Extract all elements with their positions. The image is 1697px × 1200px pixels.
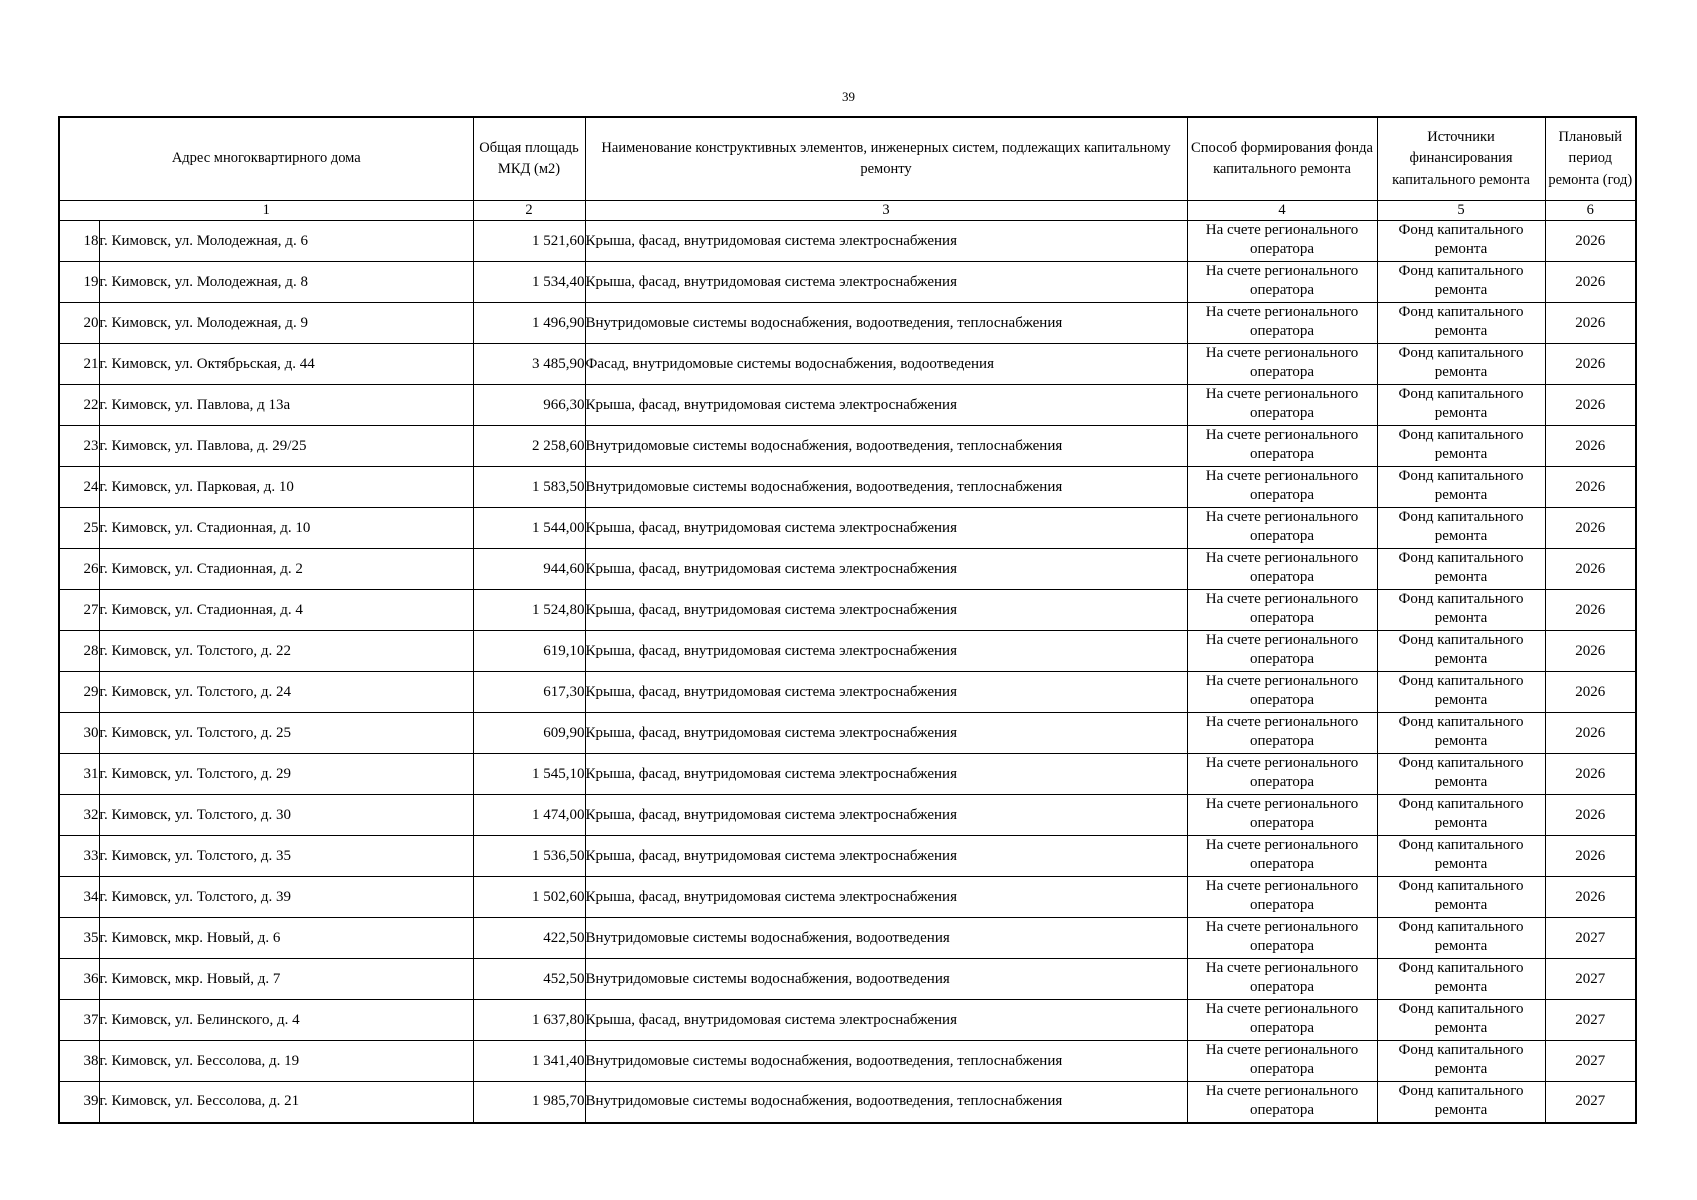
- source-cell: Фонд капитального ремонта: [1377, 877, 1545, 918]
- header-address: Адрес многоквартирного дома: [59, 117, 473, 201]
- elements-cell: Внутридомовые системы водоснабжения, водоотведения: [585, 918, 1187, 959]
- source-cell: Фонд капитального ремонта: [1377, 1000, 1545, 1041]
- address-cell: г. Кимовск, ул. Молодежная, д. 8: [99, 262, 473, 303]
- area-cell: 1 496,90: [473, 303, 585, 344]
- source-cell: Фонд капитального ремонта: [1377, 590, 1545, 631]
- area-cell: 1 521,60: [473, 221, 585, 262]
- address-cell: г. Кимовск, ул. Толстого, д. 30: [99, 795, 473, 836]
- address-cell: г. Кимовск, ул. Павлова, д 13а: [99, 385, 473, 426]
- year-cell: 2026: [1545, 221, 1636, 262]
- method-cell: На счете регионального оператора: [1187, 508, 1377, 549]
- row-number: 23: [59, 426, 99, 467]
- table-row: [59, 754, 1636, 795]
- elements-cell: Крыша, фасад, внутридомовая система электроснабжения: [585, 836, 1187, 877]
- row-number: 37: [59, 1000, 99, 1041]
- source-cell: Фонд капитального ремонта: [1377, 385, 1545, 426]
- elements-cell: Крыша, фасад, внутридомовая система электроснабжения: [585, 877, 1187, 918]
- method-cell: На счете регионального оператора: [1187, 426, 1377, 467]
- year-cell: 2026: [1545, 590, 1636, 631]
- area-cell: 422,50: [473, 918, 585, 959]
- row-number: 34: [59, 877, 99, 918]
- table-row: [59, 426, 1636, 467]
- source-cell: Фонд капитального ремонта: [1377, 262, 1545, 303]
- area-cell: 619,10: [473, 631, 585, 672]
- table-row: [59, 344, 1636, 385]
- row-number: 26: [59, 549, 99, 590]
- header-row: [59, 117, 1636, 201]
- method-cell: На счете регионального оператора: [1187, 1000, 1377, 1041]
- table-row: [59, 385, 1636, 426]
- address-cell: г. Кимовск, ул. Парковая, д. 10: [99, 467, 473, 508]
- address-cell: г. Кимовск, ул. Октябрьская, д. 44: [99, 344, 473, 385]
- source-cell: Фонд капитального ремонта: [1377, 426, 1545, 467]
- source-cell: Фонд капитального ремонта: [1377, 713, 1545, 754]
- elements-cell: Фасад, внутридомовые системы водоснабжения, водоотведения: [585, 344, 1187, 385]
- table-row: [59, 221, 1636, 262]
- row-number: 31: [59, 754, 99, 795]
- method-cell: На счете регионального оператора: [1187, 754, 1377, 795]
- area-cell: 1 502,60: [473, 877, 585, 918]
- address-cell: г. Кимовск, ул. Бессолова, д. 19: [99, 1041, 473, 1082]
- elements-cell: Крыша, фасад, внутридомовая система электроснабжения: [585, 795, 1187, 836]
- year-cell: 2026: [1545, 713, 1636, 754]
- row-number: 25: [59, 508, 99, 549]
- area-cell: 609,90: [473, 713, 585, 754]
- address-cell: г. Кимовск, ул. Бессолова, д. 21: [99, 1082, 473, 1123]
- year-cell: 2026: [1545, 508, 1636, 549]
- year-cell: 2026: [1545, 549, 1636, 590]
- table-row: [59, 836, 1636, 877]
- row-number: 33: [59, 836, 99, 877]
- elements-cell: Крыша, фасад, внутридомовая система электроснабжения: [585, 590, 1187, 631]
- header-area: Общая площадь МКД (м2): [473, 117, 585, 201]
- table-row: [59, 1000, 1636, 1041]
- row-number: 35: [59, 918, 99, 959]
- method-cell: На счете регионального оператора: [1187, 836, 1377, 877]
- elements-cell: Крыша, фасад, внутридомовая система электроснабжения: [585, 672, 1187, 713]
- source-cell: Фонд капитального ремонта: [1377, 344, 1545, 385]
- row-number: 28: [59, 631, 99, 672]
- elements-cell: Крыша, фасад, внутридомовая система электроснабжения: [585, 262, 1187, 303]
- table-row: [59, 877, 1636, 918]
- method-cell: На счете регионального оператора: [1187, 590, 1377, 631]
- method-cell: На счете регионального оператора: [1187, 262, 1377, 303]
- year-cell: 2027: [1545, 1082, 1636, 1123]
- source-cell: Фонд капитального ремонта: [1377, 467, 1545, 508]
- year-cell: 2026: [1545, 631, 1636, 672]
- method-cell: На счете регионального оператора: [1187, 672, 1377, 713]
- table-row: [59, 1041, 1636, 1082]
- row-number: 39: [59, 1082, 99, 1123]
- area-cell: 1 536,50: [473, 836, 585, 877]
- address-cell: г. Кимовск, мкр. Новый, д. 6: [99, 918, 473, 959]
- area-cell: 1 637,80: [473, 1000, 585, 1041]
- header-source: Источники финансирования капитального ремонта: [1377, 117, 1545, 201]
- area-cell: 1 341,40: [473, 1041, 585, 1082]
- year-cell: 2027: [1545, 918, 1636, 959]
- source-cell: Фонд капитального ремонта: [1377, 918, 1545, 959]
- address-cell: г. Кимовск, ул. Стадионная, д. 4: [99, 590, 473, 631]
- area-cell: 1 583,50: [473, 467, 585, 508]
- source-cell: Фонд капитального ремонта: [1377, 836, 1545, 877]
- elements-cell: Крыша, фасад, внутридомовая система электроснабжения: [585, 631, 1187, 672]
- elements-cell: Крыша, фасад, внутридомовая система электроснабжения: [585, 221, 1187, 262]
- area-cell: 1 524,80: [473, 590, 585, 631]
- area-cell: 1 544,00: [473, 508, 585, 549]
- column-number: 6: [1545, 201, 1636, 221]
- source-cell: Фонд капитального ремонта: [1377, 1082, 1545, 1123]
- source-cell: Фонд капитального ремонта: [1377, 672, 1545, 713]
- header-method: Способ формирования фонда капитального ремонта: [1187, 117, 1377, 201]
- method-cell: На счете регионального оператора: [1187, 549, 1377, 590]
- elements-cell: Крыша, фасад, внутридомовая система электроснабжения: [585, 549, 1187, 590]
- table-row: [59, 508, 1636, 549]
- column-number: 5: [1377, 201, 1545, 221]
- table-body: [59, 221, 1636, 1123]
- area-cell: 966,30: [473, 385, 585, 426]
- column-number-row: [59, 201, 1636, 221]
- source-cell: Фонд капитального ремонта: [1377, 795, 1545, 836]
- page-number: 39: [842, 89, 855, 104]
- elements-cell: Внутридомовые системы водоснабжения, водоотведения: [585, 959, 1187, 1000]
- table-row: [59, 631, 1636, 672]
- table-row: [59, 795, 1636, 836]
- area-cell: 1 534,40: [473, 262, 585, 303]
- year-cell: 2026: [1545, 467, 1636, 508]
- source-cell: Фонд капитального ремонта: [1377, 754, 1545, 795]
- column-number: 1: [59, 201, 473, 221]
- year-cell: 2026: [1545, 877, 1636, 918]
- table-row: [59, 549, 1636, 590]
- method-cell: На счете регионального оператора: [1187, 918, 1377, 959]
- address-cell: г. Кимовск, ул. Толстого, д. 22: [99, 631, 473, 672]
- table-row: [59, 959, 1636, 1000]
- address-cell: г. Кимовск, ул. Павлова, д. 29/25: [99, 426, 473, 467]
- elements-cell: Внутридомовые системы водоснабжения, водоотведения, теплоснабжения: [585, 1041, 1187, 1082]
- source-cell: Фонд капитального ремонта: [1377, 631, 1545, 672]
- method-cell: На счете регионального оператора: [1187, 1041, 1377, 1082]
- row-number: 24: [59, 467, 99, 508]
- area-cell: 1 985,70: [473, 1082, 585, 1123]
- row-number: 36: [59, 959, 99, 1000]
- row-number: 29: [59, 672, 99, 713]
- area-cell: 3 485,90: [473, 344, 585, 385]
- year-cell: 2026: [1545, 303, 1636, 344]
- year-cell: 2027: [1545, 1041, 1636, 1082]
- area-cell: 944,60: [473, 549, 585, 590]
- year-cell: 2026: [1545, 344, 1636, 385]
- method-cell: На счете регионального оператора: [1187, 959, 1377, 1000]
- elements-cell: Внутридомовые системы водоснабжения, водоотведения, теплоснабжения: [585, 467, 1187, 508]
- source-cell: Фонд капитального ремонта: [1377, 959, 1545, 1000]
- address-cell: г. Кимовск, ул. Белинского, д. 4: [99, 1000, 473, 1041]
- table-row: [59, 918, 1636, 959]
- year-cell: 2026: [1545, 262, 1636, 303]
- elements-cell: Внутридомовые системы водоснабжения, водоотведения, теплоснабжения: [585, 1082, 1187, 1123]
- row-number: 18: [59, 221, 99, 262]
- table-row: [59, 262, 1636, 303]
- year-cell: 2026: [1545, 672, 1636, 713]
- address-cell: г. Кимовск, ул. Молодежная, д. 6: [99, 221, 473, 262]
- method-cell: На счете регионального оператора: [1187, 467, 1377, 508]
- column-number: 2: [473, 201, 585, 221]
- source-cell: Фонд капитального ремонта: [1377, 549, 1545, 590]
- table-row: [59, 590, 1636, 631]
- header-elements: Наименование конструктивных элементов, инженерных систем, подлежащих капитальному ремонту: [585, 117, 1187, 201]
- area-cell: 2 258,60: [473, 426, 585, 467]
- year-cell: 2026: [1545, 836, 1636, 877]
- method-cell: На счете регионального оператора: [1187, 795, 1377, 836]
- source-cell: Фонд капитального ремонта: [1377, 1041, 1545, 1082]
- row-number: 38: [59, 1041, 99, 1082]
- year-cell: 2026: [1545, 754, 1636, 795]
- method-cell: На счете регионального оператора: [1187, 631, 1377, 672]
- row-number: 20: [59, 303, 99, 344]
- elements-cell: Крыша, фасад, внутридомовая система электроснабжения: [585, 754, 1187, 795]
- method-cell: На счете регионального оператора: [1187, 303, 1377, 344]
- area-cell: 1 545,10: [473, 754, 585, 795]
- year-cell: 2026: [1545, 426, 1636, 467]
- elements-cell: Крыша, фасад, внутридомовая система электроснабжения: [585, 1000, 1187, 1041]
- elements-cell: Внутридомовые системы водоснабжения, водоотведения, теплоснабжения: [585, 426, 1187, 467]
- capital-repair-table: [58, 116, 1637, 1124]
- elements-cell: Крыша, фасад, внутридомовая система электроснабжения: [585, 508, 1187, 549]
- elements-cell: Внутридомовые системы водоснабжения, водоотведения, теплоснабжения: [585, 303, 1187, 344]
- method-cell: На счете регионального оператора: [1187, 385, 1377, 426]
- method-cell: На счете регионального оператора: [1187, 713, 1377, 754]
- address-cell: г. Кимовск, ул. Толстого, д. 35: [99, 836, 473, 877]
- row-number: 21: [59, 344, 99, 385]
- method-cell: На счете регионального оператора: [1187, 1082, 1377, 1123]
- header-period: Плановый период ремонта (год): [1545, 117, 1636, 201]
- elements-cell: Крыша, фасад, внутридомовая система электроснабжения: [585, 385, 1187, 426]
- year-cell: 2027: [1545, 1000, 1636, 1041]
- source-cell: Фонд капитального ремонта: [1377, 303, 1545, 344]
- elements-cell: Крыша, фасад, внутридомовая система электроснабжения: [585, 713, 1187, 754]
- year-cell: 2026: [1545, 385, 1636, 426]
- column-number: 3: [585, 201, 1187, 221]
- source-cell: Фонд капитального ремонта: [1377, 508, 1545, 549]
- address-cell: г. Кимовск, мкр. Новый, д. 7: [99, 959, 473, 1000]
- area-cell: 452,50: [473, 959, 585, 1000]
- table-row: [59, 672, 1636, 713]
- table-row: [59, 303, 1636, 344]
- column-number: 4: [1187, 201, 1377, 221]
- table-row: [59, 1082, 1636, 1123]
- table-row: [59, 467, 1636, 508]
- method-cell: На счете регионального оператора: [1187, 877, 1377, 918]
- address-cell: г. Кимовск, ул. Толстого, д. 24: [99, 672, 473, 713]
- method-cell: На счете регионального оператора: [1187, 221, 1377, 262]
- area-cell: 617,30: [473, 672, 585, 713]
- address-cell: г. Кимовск, ул. Стадионная, д. 10: [99, 508, 473, 549]
- address-cell: г. Кимовск, ул. Молодежная, д. 9: [99, 303, 473, 344]
- address-cell: г. Кимовск, ул. Толстого, д. 29: [99, 754, 473, 795]
- source-cell: Фонд капитального ремонта: [1377, 221, 1545, 262]
- table-row: [59, 713, 1636, 754]
- row-number: 30: [59, 713, 99, 754]
- method-cell: На счете регионального оператора: [1187, 344, 1377, 385]
- address-cell: г. Кимовск, ул. Толстого, д. 25: [99, 713, 473, 754]
- address-cell: г. Кимовск, ул. Толстого, д. 39: [99, 877, 473, 918]
- row-number: 27: [59, 590, 99, 631]
- row-number: 32: [59, 795, 99, 836]
- area-cell: 1 474,00: [473, 795, 585, 836]
- row-number: 22: [59, 385, 99, 426]
- year-cell: 2026: [1545, 795, 1636, 836]
- year-cell: 2027: [1545, 959, 1636, 1000]
- row-number: 19: [59, 262, 99, 303]
- address-cell: г. Кимовск, ул. Стадионная, д. 2: [99, 549, 473, 590]
